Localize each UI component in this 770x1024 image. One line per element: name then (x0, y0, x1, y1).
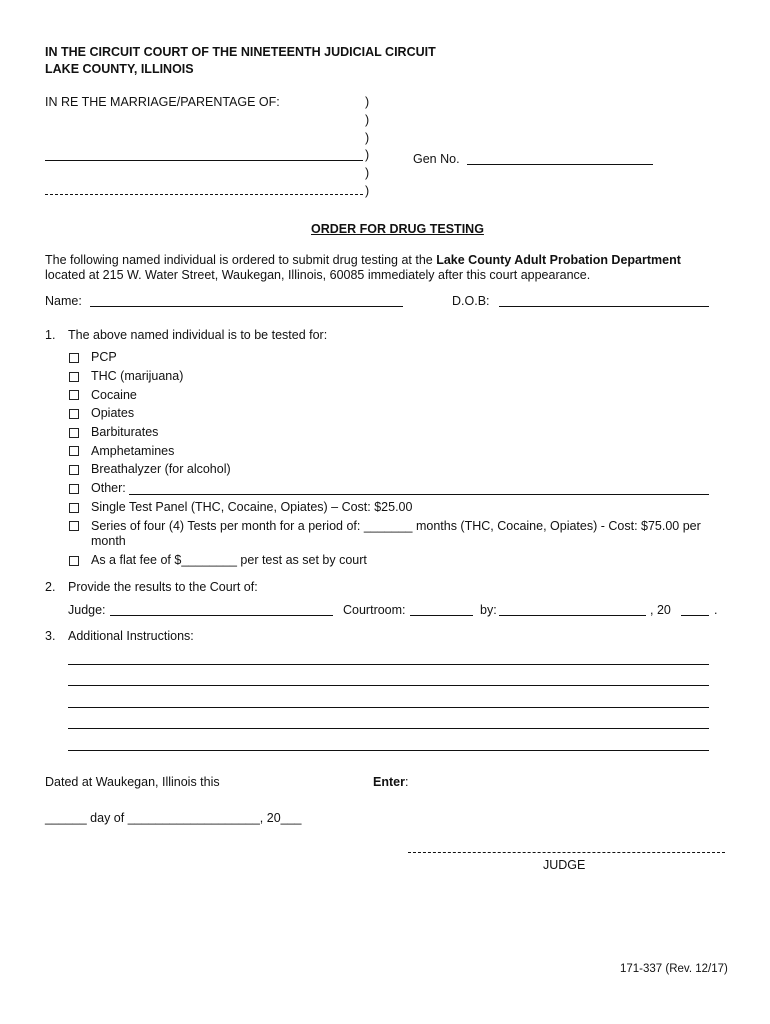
judge-label: Judge: (68, 603, 106, 617)
by-date-field[interactable] (499, 615, 646, 616)
checkbox-amphetamines[interactable] (69, 446, 79, 456)
option-flat-fee: As a flat fee of $________ per test as set by court (91, 553, 367, 567)
enter-label: Enter: (373, 775, 409, 789)
section-2-heading: Provide the results to the Court of: (68, 580, 258, 594)
party-two-line[interactable] (45, 194, 363, 195)
in-re-label: IN RE THE MARRIAGE/PARENTAGE OF: (45, 95, 280, 109)
checkbox-pcp[interactable] (69, 353, 79, 363)
option-series: Series of four (4) Tests per month for a period of: _______ months (THC, Cocaine, Opiates) - Cost: $75.00 per (91, 519, 701, 533)
instructions-line[interactable] (68, 664, 709, 665)
instructions-line[interactable] (68, 728, 709, 729)
form-number: 171-337 (Rev. 12/17) (620, 963, 728, 975)
judge-signature-label: JUDGE (543, 858, 586, 872)
checkbox-breathalyzer[interactable] (69, 465, 79, 475)
party-one-line[interactable] (45, 160, 363, 161)
checkbox-single-panel[interactable] (69, 503, 79, 513)
section-1-heading: The above named individual is to be tested for: (68, 328, 328, 342)
checkbox-cocaine[interactable] (69, 390, 79, 400)
option-single-panel: Single Test Panel (THC, Cocaine, Opiates) – Cost: $25.00 (91, 500, 413, 514)
year-label: , 20 (650, 603, 671, 617)
caption-paren: ) (365, 184, 370, 198)
probation-department: Lake County Adult Probation Department (436, 253, 681, 267)
instructions-line[interactable] (68, 750, 709, 751)
name-field[interactable] (90, 306, 403, 307)
option-amphetamines: Amphetamines (91, 444, 175, 458)
caption-paren: ) (365, 148, 370, 162)
option-opiates: Opiates (91, 406, 135, 420)
option-series-cont: month (91, 534, 126, 548)
period: . (714, 603, 718, 617)
judge-field[interactable] (110, 615, 333, 616)
intro-line-2: located at 215 W. Water Street, Waukegan, Illinois, 60085 immediately after this court appearance. (45, 268, 591, 282)
year-field[interactable] (681, 615, 709, 616)
checkbox-other[interactable] (69, 484, 79, 494)
judge-signature-line[interactable] (408, 852, 725, 853)
checkbox-thc[interactable] (69, 372, 79, 382)
caption-paren: ) (365, 166, 370, 180)
checkbox-opiates[interactable] (69, 409, 79, 419)
option-cocaine: Cocaine (91, 388, 137, 402)
courtroom-label: Courtroom: (343, 603, 406, 617)
section-1-number: 1. (45, 328, 56, 342)
instructions-line[interactable] (68, 707, 709, 708)
section-3-number: 3. (45, 629, 56, 643)
option-breathalyzer: Breathalyzer (for alcohol) (91, 462, 231, 476)
section-3-heading: Additional Instructions: (68, 629, 194, 643)
other-field[interactable] (129, 494, 709, 495)
order-title: ORDER FOR DRUG TESTING (311, 222, 484, 236)
dob-label: D.O.B: (452, 294, 490, 308)
dob-field[interactable] (499, 306, 709, 307)
gen-no-field[interactable] (467, 164, 653, 165)
by-label: by: (480, 603, 497, 617)
court-name: IN THE CIRCUIT COURT OF THE NINETEENTH JUDICIAL CIRCUIT (45, 45, 436, 59)
caption-paren: ) (365, 95, 370, 109)
checkbox-flat-fee[interactable] (69, 556, 79, 566)
dated-at: Dated at Waukegan, Illinois this (45, 775, 220, 789)
option-other: Other: (91, 481, 126, 495)
gen-no-label: Gen No. (413, 152, 460, 166)
option-barbiturates: Barbiturates (91, 425, 159, 439)
checkbox-series[interactable] (69, 521, 79, 531)
option-pcp: PCP (91, 350, 117, 364)
section-2-number: 2. (45, 580, 56, 594)
option-thc: THC (marijuana) (91, 369, 184, 383)
court-county: LAKE COUNTY, ILLINOIS (45, 62, 194, 76)
name-label: Name: (45, 294, 82, 308)
caption-paren: ) (365, 131, 370, 145)
checkbox-barbiturates[interactable] (69, 428, 79, 438)
instructions-line[interactable] (68, 685, 709, 686)
courtroom-field[interactable] (410, 615, 473, 616)
caption-paren: ) (365, 113, 370, 127)
day-of-line[interactable]: ______ day of ___________________, 20___ (45, 811, 302, 825)
intro-line-1: The following named individual is ordered to submit drug testing at the Lake County Adult Probation Department (45, 253, 681, 267)
